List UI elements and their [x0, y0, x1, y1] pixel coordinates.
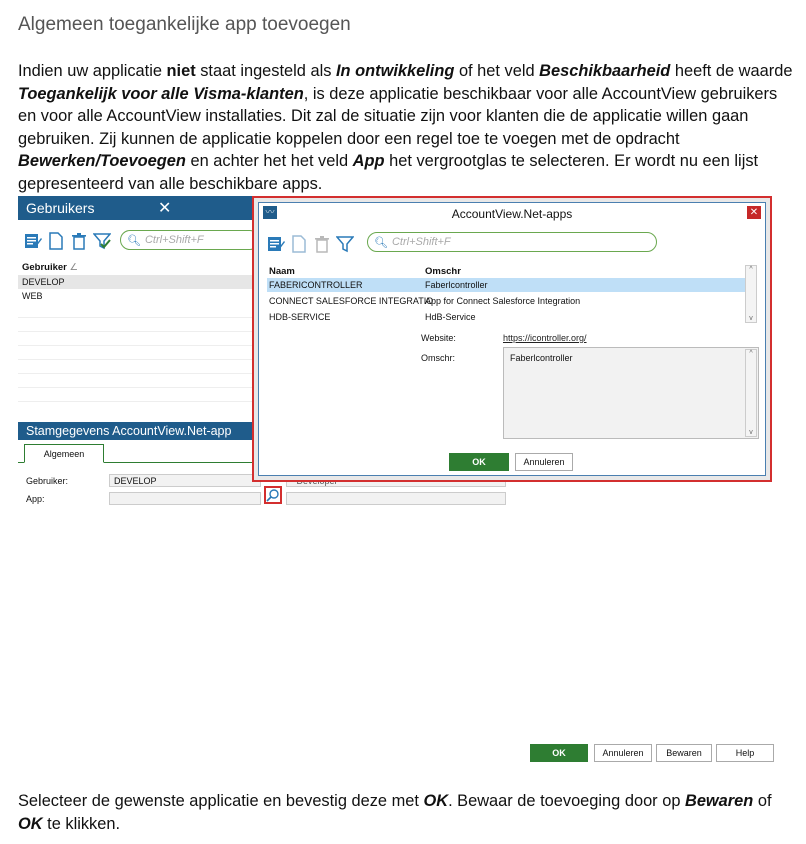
detail-panel-title: Stamgegevens AccountView.Net-app [18, 422, 254, 440]
edit-icon[interactable] [24, 232, 42, 250]
new-document-icon[interactable] [290, 235, 308, 253]
user-label: Gebruiker: [26, 476, 69, 486]
users-title: Gebruikers [26, 200, 95, 216]
dialog-cancel-button[interactable]: Annuleren [515, 453, 573, 471]
save-button[interactable]: Bewaren [656, 744, 712, 762]
dialog-titlebar [259, 203, 765, 223]
trash-icon[interactable] [313, 235, 331, 253]
intro-paragraph: Indien uw applicatie niet staat ingesteld als In ontwikkeling of het veld Beschikbaarheid heeft de waarde Toegankelijk voor alle Visma-klanten, is deze applicatie beschikbaar voor alle AccountView gebruikers en voor alle AccountView installaties. Dit zal de situatie zijn voor klanten die de applicatie willen gaan gebruiken. Zij kunnen de applicatie koppelen door een regel toe te voegen met de opdracht Bewerken/Toevoegen en achter het het veld App het vergrootglas te selecteren. Er wordt nu een lijst gepresenteerd van alle beschikbare apps. [18, 62, 793, 193]
website-link[interactable]: https://icontroller.org/ [503, 333, 587, 343]
users-search-input[interactable]: 🔍︎ Ctrl+Shift+F [120, 230, 260, 250]
new-document-icon[interactable] [47, 232, 65, 250]
desc-label: Omschr: [421, 353, 456, 363]
dialog-title: AccountView.Net-apps [451, 207, 573, 221]
search-icon: 🔍︎ [374, 236, 388, 249]
close-icon[interactable]: ✕ [158, 200, 172, 217]
users-col-header[interactable]: Gebruiker ∠ [22, 262, 79, 273]
dialog-ok-button[interactable]: OK [449, 453, 509, 471]
dialog-close-icon[interactable]: ✕ [747, 206, 761, 219]
filter-icon[interactable] [336, 235, 354, 253]
apps-dialog [252, 196, 772, 482]
search-icon: 🔍︎ [127, 234, 141, 247]
app-row-desc[interactable]: Faberlcontroller [425, 280, 488, 290]
app-row-desc[interactable]: HdB-Service [425, 312, 476, 322]
users-titlebar [18, 196, 254, 220]
page-heading: Algemeen toegankelijke app toevoegen [18, 14, 351, 35]
magnifier-lookup-button[interactable] [264, 486, 282, 504]
table-row[interactable]: DEVELOP [22, 277, 65, 287]
filter-icon[interactable] [93, 232, 111, 250]
desc-textarea[interactable]: Faberlcontroller [503, 347, 759, 439]
trash-icon[interactable] [70, 232, 88, 250]
app-field[interactable] [109, 492, 261, 505]
app-logo-icon: 〰 [263, 206, 277, 219]
desc-scrollbar[interactable]: ^ v [745, 349, 757, 437]
col-header-desc[interactable]: Omschr [425, 266, 461, 277]
list-scrollbar[interactable]: ^ v [745, 265, 757, 323]
cancel-button[interactable]: Annuleren [594, 744, 652, 762]
tab-algemeen[interactable]: Algemeen [24, 444, 104, 463]
help-button[interactable]: Help [716, 744, 774, 762]
app-row-name[interactable]: CONNECT SALESFORCE INTEGRATIO [269, 296, 434, 306]
ok-button[interactable]: OK [530, 744, 588, 762]
app-row-desc[interactable]: App for Connect Salesforce Integration [425, 296, 581, 306]
app-row-name[interactable]: HDB-SERVICE [269, 312, 331, 322]
col-header-name[interactable]: Naam [269, 266, 295, 277]
magnifier-icon [266, 488, 280, 502]
table-row[interactable]: WEB [22, 291, 43, 301]
app-label: App: [26, 494, 45, 504]
website-label: Website: [421, 333, 456, 343]
outro-paragraph: Selecteer de gewenste applicatie en bevestig deze met OK. Bewaar de toevoeging door op Bewaren of OK te klikken. [18, 792, 772, 833]
dialog-search-input[interactable]: 🔍︎ Ctrl+Shift+F [367, 232, 657, 252]
app-row-name[interactable]: FABERICONTROLLER [269, 280, 363, 290]
app-description [286, 492, 506, 505]
users-toolbar [24, 230, 111, 252]
user-field[interactable]: DEVELOP [109, 474, 261, 487]
edit-icon[interactable] [267, 235, 285, 253]
dialog-toolbar [267, 233, 354, 255]
